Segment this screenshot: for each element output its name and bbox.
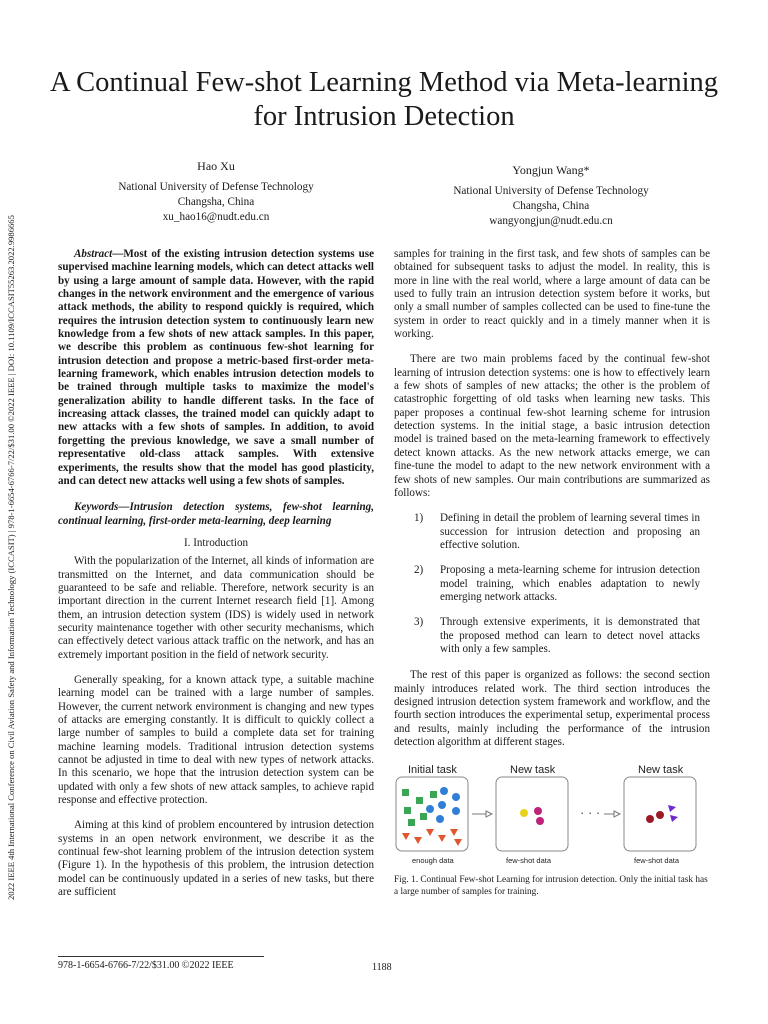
footer-rule — [58, 956, 264, 957]
author-location: Changsha, China — [512, 200, 590, 212]
list-text: Defining in detail the problem of learning several times in succession for intrusion detection and proposing an effective solution. — [440, 512, 700, 551]
arrow-icon — [604, 811, 620, 817]
dark-red-sample — [656, 811, 664, 819]
few-shot-label-2: few-shot data — [634, 856, 680, 866]
enough-data-label: enough data — [412, 856, 454, 866]
new-task-panel-1 — [496, 777, 568, 851]
list-text: Proposing a meta-learning scheme for intrusion detection model training, which enables adaptation to newly emerging network attacks. — [440, 564, 700, 603]
paper-title: A Continual Few-shot Learning Method via Meta-learning for Intrusion Detection — [49, 67, 719, 132]
figure-caption: Fig. 1. Continual Few-shot Learning for intrusion detection. Only the initial task has a large number of samples for training. — [394, 875, 708, 897]
right-column — [394, 248, 710, 898]
ellipsis: · · · — [580, 805, 601, 821]
list-number: 1) — [414, 512, 424, 525]
dark-red-sample — [646, 815, 654, 823]
left-column — [58, 248, 374, 911]
keywords: Keywords—Intrusion detection systems, few-shot learning, continual learning, first-order meta-learning, deep learning — [58, 501, 374, 527]
contributions-list — [394, 512, 710, 656]
list-text: Through extensive experiments, it is demonstrated that the proposed method can learn to detect novel attacks with only a few samples. — [440, 616, 700, 655]
initial-task-label: Initial task — [408, 764, 457, 777]
author-block-1 — [100, 159, 332, 225]
new-task-label-2: New task — [638, 764, 684, 777]
list-item — [394, 564, 710, 604]
author-location: Changsha, China — [177, 196, 255, 208]
footer-copyright: 978-1-6654-6766-7/22/$31.00 ©2022 IEEE — [58, 960, 234, 971]
list-number: 2) — [414, 564, 424, 577]
paragraph: samples for training in the first task, and few shots of samples can be obtained for subsequent tasks to adjust the model. In reality, this is more in line with the real world, where a large amount of data can be used to fully train an intrusion detection system before it works, but only a small number of samples collected can be used to fine-tune the system in order to react quickly and in a timely manner when it is working. — [394, 248, 710, 341]
paragraph: The rest of this paper is organized as follows: the second section mainly introduces related work. The third section introduces the designed intrusion detection system framework and workflow, and the fourth section introduces the experimental setup, experimental process and results, mainly including the performance of the intrusion detection algorithm at different stages. — [394, 669, 710, 748]
list-item — [394, 512, 710, 552]
yellow-sample — [520, 809, 528, 817]
author-block-2 — [436, 163, 666, 229]
author-affiliation: National University of Defense Technology — [118, 181, 314, 193]
author-name: Yongjun Wang* — [512, 163, 590, 177]
side-note-text: 2022 IEEE 4th International Conference on Civil Aviation Safety and Information Technology (ICCASIT) | 978-1-6654-6766-7/22/$31.00 ©2022 IEEE | DOI: 10.1109/ICCASIT55263.2022.9986665 — [6, 215, 16, 900]
author-email: xu_hao16@nudt.edu.cn — [162, 211, 270, 223]
new-task-label-1: New task — [510, 764, 556, 777]
author-affiliation: National University of Defense Technology — [453, 185, 649, 197]
arrow-icon — [472, 811, 492, 817]
section-heading-introduction: I. Introduction — [183, 536, 249, 549]
abstract-text: —Most of the existing intrusion detection systems use supervised machine learning models, which can detect attacks well by using a large amount of sample data. However, with the rapid changes in the network environment and the emergence of various attack methods, the ability to respond quickly is required, which requires the intrusion detection system to continuously learn new knowledge from a few shots of new attack samples. In this paper, we describe this problem as continuous few-shot learning for intrusion detection and propose a metric-based first-order meta-learning framework, which enables intrusion detection models to be trained through multiple tasks to maximize the model's generalization ability to handle different tasks. In the face of increasing attack classes, the trained model can quickly adapt to new attacks with a few shots of samples. In addition, to avoid forgetting the previous knowledge, we save a small number of representative old-class attack samples. With extensive experiments, the results show that the model has good plasticity, and can detect new attacks well using a few shots of samples. — [58, 248, 374, 487]
few-shot-label-1: few-shot data — [506, 856, 552, 866]
paragraph: There are two main problems faced by the continual few-shot learning of intrusion detection systems: one is how to effectively learn a few shots of samples of new attacks; the other is the problem of catastrophic forgetting of old tasks when learning new tasks. This paper proposes a continual few-shot learning scheme for intrusion detection systems. In the initial stage, a basic intrusion detection model is trained based on the meta-learning framework to effectively detect known attacks. As the new network attacks emerge, we can fine-tune the model to adapt to the new network environment with a few shots of new samples. Our main contributions are summarized as follows: — [394, 353, 710, 499]
page-number: 1188 — [372, 962, 392, 973]
figure-1 — [394, 761, 710, 871]
list-item — [394, 616, 710, 656]
paragraph: Generally speaking, for a known attack type, a suitable machine learning model can be trained with a large number of samples. However, the current network environment is changing and new types of attacks are emerging constantly. It is difficult to quickly collect a large number of samples to build a complete data set for training machine learning models. Traditional intrusion detection systems cannot be adjusted in time to deal with new types of network attacks. In this scenario, we hope that the intrusion detection system can be updated with only a few shots of new attack samples, to achieve rapid response and effective protection. — [58, 673, 374, 807]
abstract — [58, 248, 374, 488]
author-name: Hao Xu — [197, 159, 235, 173]
paragraph: Aiming at this kind of problem encountered by intrusion detection systems in an open network environment, we describe it as the continual few-shot learning problem of the intrusion detection system (Figure 1). In the hypothesis of this problem, the intrusion detection model can be continuously updated in a series of new tasks, but there are sufficient — [58, 819, 374, 899]
magenta-sample — [536, 817, 544, 825]
author-email: wangyongjun@nudt.edu.cn — [489, 215, 613, 227]
paragraph: With the popularization of the Internet, all kinds of information are transmitted on the Internet, and data communication should be guaranteed to be safe and reliable. Therefore, network security is an important direction in the current Internet research field [1]. Among them, an intrusion detection system (IDS) is widely used in network security maintenance together with other security mechanisms, which can effectively detect various attack traffic on the network, and has an extremely important position in the field of network security. — [58, 555, 374, 661]
figure-diagram — [394, 761, 710, 871]
list-number: 3) — [414, 616, 424, 629]
abstract-label: Abstract — [74, 248, 113, 260]
side-note — [6, 120, 22, 900]
magenta-sample — [534, 807, 542, 815]
